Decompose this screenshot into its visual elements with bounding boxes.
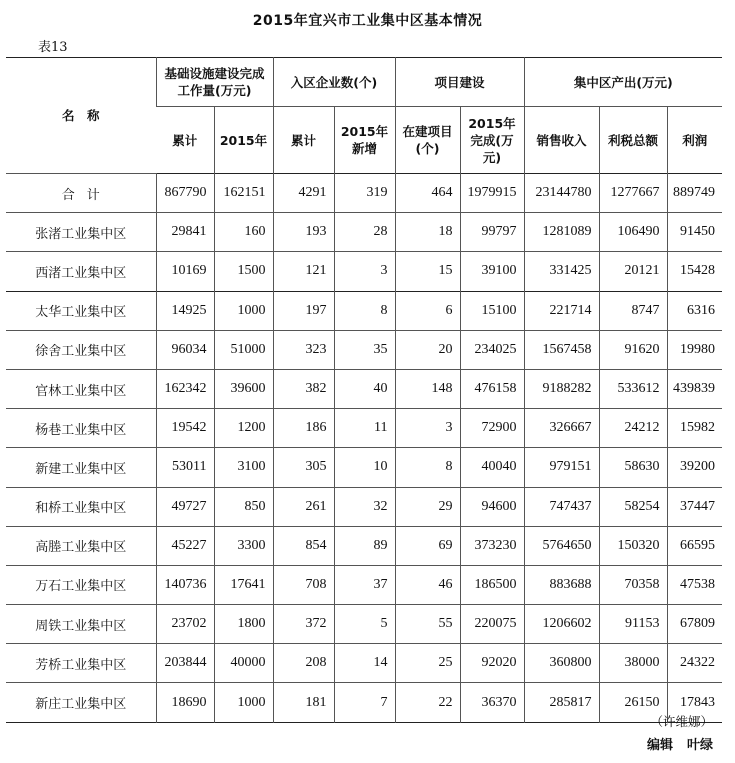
value-cell: 70358: [599, 565, 667, 604]
value-cell: 372: [273, 605, 334, 644]
value-cell: 186500: [460, 565, 524, 604]
value-cell: 58630: [599, 448, 667, 487]
value-cell: 464: [395, 174, 460, 213]
value-cell: 979151: [524, 448, 599, 487]
value-cell: 1979915: [460, 174, 524, 213]
zone-name-cell: 官林工业集中区: [6, 369, 156, 408]
zone-name-cell: 高塍工业集中区: [6, 526, 156, 565]
value-cell: 10169: [156, 252, 214, 291]
value-cell: 58254: [599, 487, 667, 526]
zone-name-cell: 杨巷工业集中区: [6, 409, 156, 448]
table-row: [6, 448, 722, 487]
subheader-cell: 2015年新增: [334, 107, 395, 174]
value-cell: 360800: [524, 644, 599, 683]
table-row: [6, 644, 722, 683]
value-cell: 40000: [214, 644, 273, 683]
header-enterprises: 入区企业数(个): [273, 58, 395, 107]
value-cell: 1206602: [524, 605, 599, 644]
zone-name-cell: 万石工业集中区: [6, 565, 156, 604]
value-cell: 193: [273, 213, 334, 252]
value-cell: 14: [334, 644, 395, 683]
value-cell: 5764650: [524, 526, 599, 565]
value-cell: 162151: [214, 174, 273, 213]
value-cell: 6: [395, 291, 460, 330]
value-cell: 14925: [156, 291, 214, 330]
value-cell: 36370: [460, 683, 524, 722]
value-cell: 7: [334, 683, 395, 722]
value-cell: 285817: [524, 683, 599, 722]
value-cell: 66595: [667, 526, 722, 565]
zone-name-cell: 太华工业集中区: [6, 291, 156, 330]
value-cell: 91153: [599, 605, 667, 644]
value-cell: 18: [395, 213, 460, 252]
editor-name: 叶绿: [686, 738, 713, 753]
value-cell: 39100: [460, 252, 524, 291]
header-project-construction: 项目建设: [395, 58, 524, 107]
table-number: 表13: [38, 40, 68, 55]
value-cell: 3100: [214, 448, 273, 487]
value-cell: 186: [273, 409, 334, 448]
header-name: 名 称: [6, 58, 156, 174]
value-cell: 261: [273, 487, 334, 526]
value-cell: 867790: [156, 174, 214, 213]
value-cell: 373230: [460, 526, 524, 565]
value-cell: 29: [395, 487, 460, 526]
value-cell: 40: [334, 369, 395, 408]
value-cell: 3: [395, 409, 460, 448]
value-cell: 96034: [156, 330, 214, 369]
subheader-cell: 利税总额: [599, 107, 667, 174]
value-cell: 49727: [156, 487, 214, 526]
value-cell: 11: [334, 409, 395, 448]
table-row: [6, 409, 722, 448]
value-cell: 9188282: [524, 369, 599, 408]
value-cell: 203844: [156, 644, 214, 683]
value-cell: 889749: [667, 174, 722, 213]
value-cell: 32: [334, 487, 395, 526]
zone-name-cell: 周铁工业集中区: [6, 605, 156, 644]
value-cell: 1800: [214, 605, 273, 644]
table-row: [6, 487, 722, 526]
value-cell: 47538: [667, 565, 722, 604]
value-cell: 28: [334, 213, 395, 252]
value-cell: 17641: [214, 565, 273, 604]
table-row: [6, 683, 722, 722]
value-cell: 1500: [214, 252, 273, 291]
value-cell: 8: [334, 291, 395, 330]
subheader-cell: 销售收入: [524, 107, 599, 174]
total-row: [6, 174, 722, 213]
zone-name-cell: 芳桥工业集中区: [6, 644, 156, 683]
value-cell: 45227: [156, 526, 214, 565]
value-cell: 854: [273, 526, 334, 565]
table-row: [6, 291, 722, 330]
page-title: 2015年宜兴市工业集中区基本情况: [252, 13, 483, 29]
subheader-cell: 利润: [667, 107, 722, 174]
industrial-zone-table: [6, 57, 722, 723]
value-cell: 91450: [667, 213, 722, 252]
value-cell: 1281089: [524, 213, 599, 252]
value-cell: 92020: [460, 644, 524, 683]
value-cell: 51000: [214, 330, 273, 369]
subheader-cell: 累计: [273, 107, 334, 174]
value-cell: 533612: [599, 369, 667, 408]
value-cell: 55: [395, 605, 460, 644]
value-cell: 162342: [156, 369, 214, 408]
value-cell: 8: [395, 448, 460, 487]
value-cell: 24212: [599, 409, 667, 448]
value-cell: 40040: [460, 448, 524, 487]
table-row: [6, 526, 722, 565]
value-cell: 72900: [460, 409, 524, 448]
value-cell: 234025: [460, 330, 524, 369]
value-cell: 91620: [599, 330, 667, 369]
table-row: [6, 565, 722, 604]
value-cell: 15100: [460, 291, 524, 330]
value-cell: 6316: [667, 291, 722, 330]
value-cell: 20: [395, 330, 460, 369]
value-cell: 121: [273, 252, 334, 291]
value-cell: 476158: [460, 369, 524, 408]
value-cell: 24322: [667, 644, 722, 683]
value-cell: 106490: [599, 213, 667, 252]
value-cell: 197: [273, 291, 334, 330]
value-cell: 4291: [273, 174, 334, 213]
value-cell: 331425: [524, 252, 599, 291]
zone-name-cell: 徐舍工业集中区: [6, 330, 156, 369]
zone-name-cell: 合计: [61, 187, 112, 203]
value-cell: 89: [334, 526, 395, 565]
subheader-cell: 2015年: [214, 107, 273, 174]
value-cell: 747437: [524, 487, 599, 526]
value-cell: 53011: [156, 448, 214, 487]
value-cell: 37447: [667, 487, 722, 526]
value-cell: 39600: [214, 369, 273, 408]
value-cell: 17843: [667, 683, 722, 722]
zone-name-cell: 张渚工业集中区: [6, 213, 156, 252]
value-cell: 148: [395, 369, 460, 408]
value-cell: 15: [395, 252, 460, 291]
value-cell: 5: [334, 605, 395, 644]
editor-label: 编辑: [646, 738, 673, 753]
value-cell: 382: [273, 369, 334, 408]
value-cell: 69: [395, 526, 460, 565]
zone-name-cell: 西渚工业集中区: [6, 252, 156, 291]
value-cell: 38000: [599, 644, 667, 683]
value-cell: 35: [334, 330, 395, 369]
value-cell: 1277667: [599, 174, 667, 213]
value-cell: 439839: [667, 369, 722, 408]
value-cell: 1000: [214, 683, 273, 722]
table-row: [6, 369, 722, 408]
header-zone-output: 集中区产出(万元): [524, 58, 722, 107]
value-cell: 10: [334, 448, 395, 487]
value-cell: 883688: [524, 565, 599, 604]
value-cell: 46: [395, 565, 460, 604]
zone-name-cell: 新庄工业集中区: [6, 683, 156, 722]
value-cell: 23702: [156, 605, 214, 644]
subheader-cell: 2015年完成(万元): [460, 107, 524, 174]
value-cell: 150320: [599, 526, 667, 565]
value-cell: 8747: [599, 291, 667, 330]
value-cell: 708: [273, 565, 334, 604]
value-cell: 22: [395, 683, 460, 722]
value-cell: 160: [214, 213, 273, 252]
editor-line: [647, 734, 713, 753]
value-cell: 319: [334, 174, 395, 213]
value-cell: 25: [395, 644, 460, 683]
value-cell: 326667: [524, 409, 599, 448]
table-row: [6, 330, 722, 369]
value-cell: 19980: [667, 330, 722, 369]
value-cell: 140736: [156, 565, 214, 604]
table-row: [6, 605, 722, 644]
value-cell: 20121: [599, 252, 667, 291]
value-cell: 323: [273, 330, 334, 369]
value-cell: 67809: [667, 605, 722, 644]
value-cell: 94600: [460, 487, 524, 526]
value-cell: 37: [334, 565, 395, 604]
header-infrastructure-investment: 基础设施建设完成工作量(万元): [156, 58, 273, 107]
value-cell: 1567458: [524, 330, 599, 369]
table-row: [6, 252, 722, 291]
value-cell: 15982: [667, 409, 722, 448]
value-cell: 29841: [156, 213, 214, 252]
value-cell: 3300: [214, 526, 273, 565]
subheader-cell: 在建项目(个): [395, 107, 460, 174]
value-cell: 19542: [156, 409, 214, 448]
value-cell: 15428: [667, 252, 722, 291]
value-cell: 39200: [667, 448, 722, 487]
value-cell: 26150: [599, 683, 667, 722]
value-cell: 3: [334, 252, 395, 291]
value-cell: 220075: [460, 605, 524, 644]
value-cell: 181: [273, 683, 334, 722]
value-cell: 221714: [524, 291, 599, 330]
value-cell: 850: [214, 487, 273, 526]
table-row: [6, 213, 722, 252]
value-cell: 18690: [156, 683, 214, 722]
author-credit: （许维娜）: [650, 714, 713, 729]
zone-name-cell: 新建工业集中区: [6, 448, 156, 487]
value-cell: 99797: [460, 213, 524, 252]
value-cell: 1200: [214, 409, 273, 448]
value-cell: 305: [273, 448, 334, 487]
value-cell: 23144780: [524, 174, 599, 213]
value-cell: 208: [273, 644, 334, 683]
zone-name-cell: 和桥工业集中区: [6, 487, 156, 526]
subheader-cell: 累计: [172, 132, 198, 148]
value-cell: 1000: [214, 291, 273, 330]
